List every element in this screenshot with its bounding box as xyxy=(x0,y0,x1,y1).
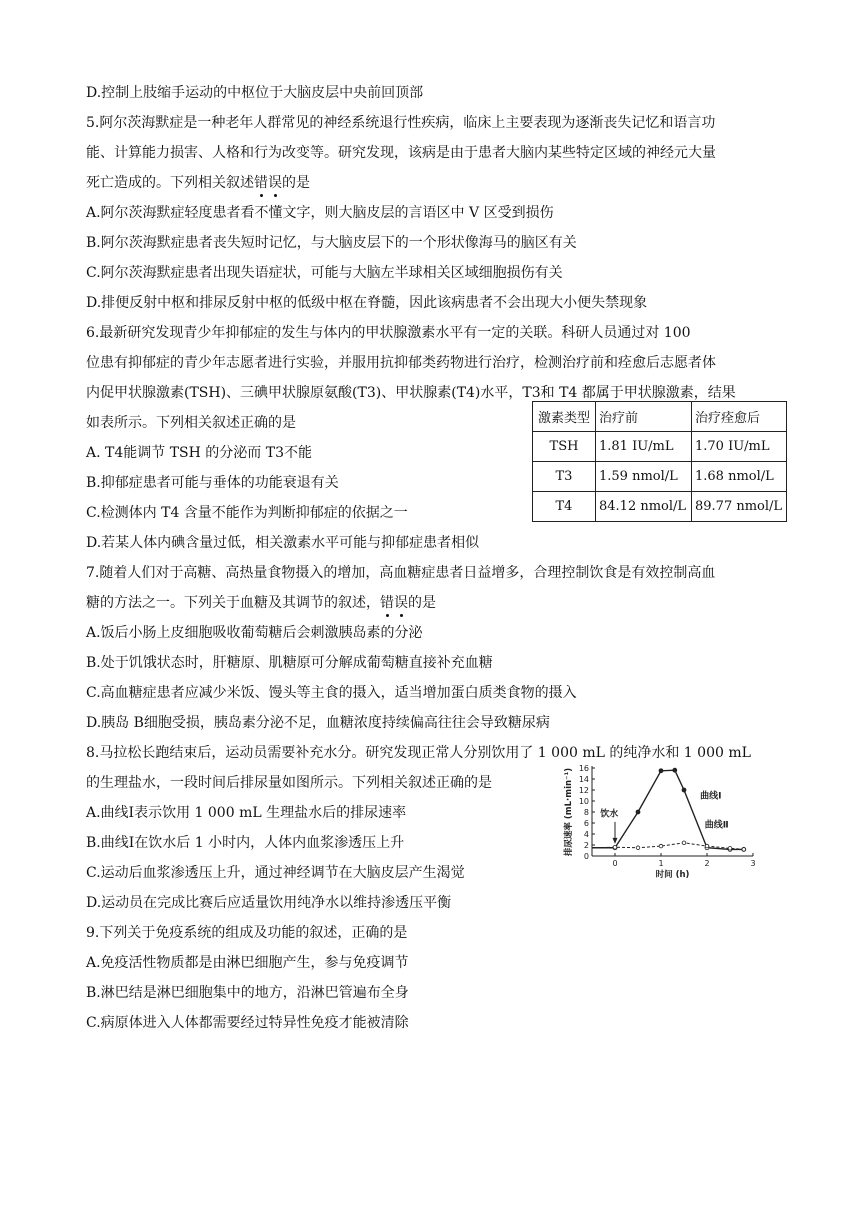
line-q8-stem-1: 8.马拉松长跑结束后，运动员需要补充水分。研究发现正常人分别饮用了 1 000 mL 的纯净水和 1 000 mL xyxy=(86,745,751,761)
x-tick-label: 2 xyxy=(704,859,710,868)
line-q7-stem-1: 7.随着人们对于高糖、高热量食物摄入的增加，高血糖症患者日益增多，合理控制饮食是有效控制高血 xyxy=(86,565,716,581)
q8-option-a: A.曲线Ⅰ表示饮用 1 000 mL 生理盐水后的排尿速率 xyxy=(86,805,407,821)
line-q4d: D.控制上肢缩手运动的中枢位于大脑皮层中央前回顶部 xyxy=(86,85,424,101)
data-point-curve-1 xyxy=(682,788,686,792)
q5-option-b: B.阿尔茨海默症患者丧失短时记忆，与大脑皮层下的一个形状像海马的脑区有关 xyxy=(86,235,577,251)
line-q5-stem-2: 能、计算能力损害、人格和行为改变等。研究发现，该病是由于患者大脑内某些特定区域的神经元大量 xyxy=(86,145,716,161)
q7-stem-text: 糖的方法之一。下列关于血糖及其调节的叙述， xyxy=(86,595,380,611)
line-q5-stem-1: 5.阿尔茨海默症是一种老年人群常见的神经系统退行性疾病，临床上主要表现为逐渐丧失记忆和语言功 xyxy=(86,115,716,131)
q9-option-b: B.淋巴结是淋巴细胞集中的地方，沿淋巴管遍布全身 xyxy=(86,985,409,1001)
q8-option-c: C.运动后血浆渗透压上升，通过神经调节在大脑皮层产生渴觉 xyxy=(86,865,465,881)
table-row xyxy=(533,492,787,522)
table-cell: 1.70 IU/mL xyxy=(692,432,787,462)
q5-emphasis-1: 错 xyxy=(254,175,268,191)
hormone-table xyxy=(532,401,787,522)
y-tick-label: 16 xyxy=(578,764,589,773)
annotation-arrow-head xyxy=(613,838,618,844)
y-tick-label: 6 xyxy=(583,819,589,828)
q5-stem-end: 的是 xyxy=(282,175,310,191)
q7-stem-end: 的是 xyxy=(408,595,436,611)
q6-option-b: B.抑郁症患者可能与垂体的功能衰退有关 xyxy=(86,475,339,491)
table-row xyxy=(533,462,787,492)
table-cell: 84.12 nmol/L xyxy=(596,492,692,522)
data-point-curve-1 xyxy=(659,769,663,773)
q7-emphasis-1: 错 xyxy=(380,595,394,611)
q6-option-d: D.若某人体内碘含量过低，相关激素水平可能与抑郁症患者相似 xyxy=(86,535,480,551)
x-tick-label: 1 xyxy=(658,859,664,868)
y-tick-label: 0 xyxy=(583,852,589,861)
urine-rate-chart xyxy=(560,762,770,880)
q6-option-c: C.检测体内 T4 含量不能作为判断抑郁症的依据之一 xyxy=(86,505,408,521)
y-tick-label: 8 xyxy=(583,808,589,817)
data-point-curve-2 xyxy=(682,841,686,845)
series-label-curve-2: 曲线Ⅱ xyxy=(704,820,729,831)
q9-option-c: C.病原体进入人体都需要经过特异性免疫才能被清除 xyxy=(86,1015,409,1031)
data-point-curve-2 xyxy=(636,846,640,850)
annotation-drink-water: 饮水 xyxy=(600,809,619,820)
table-header-cell: 治疗痊愈后 xyxy=(692,402,787,432)
line-q6-stem-1: 6.最新研究发现青少年抑郁症的发生与体内的甲状腺激素水平有一定的关联。科研人员通过对 100 xyxy=(86,325,691,341)
q7-option-d: D.胰岛 B细胞受损，胰岛素分泌不足，血糖浓度持续偏高往往会导致糖尿病 xyxy=(86,715,550,731)
data-point-curve-2 xyxy=(705,844,709,848)
series-label-curve-1: 曲线Ⅰ xyxy=(700,791,722,802)
table-header-cell: 治疗前 xyxy=(596,402,692,432)
table-row xyxy=(533,432,787,462)
q8-option-d: D.运动员在完成比赛后应适量饮用纯净水以维持渗透压平衡 xyxy=(86,895,452,911)
data-point-curve-2 xyxy=(613,845,617,849)
table-cell: 1.81 IU/mL xyxy=(596,432,692,462)
table-header-row xyxy=(533,402,787,432)
y-axis-label: 排尿速率 (mL·min⁻¹) xyxy=(564,767,574,857)
y-tick-label: 4 xyxy=(583,830,589,839)
y-tick-label: 10 xyxy=(578,797,589,806)
data-point-curve-2 xyxy=(659,844,663,848)
chart-marks xyxy=(592,768,746,851)
y-tick-label: 2 xyxy=(583,841,589,850)
line-q6-stem-2: 位患有抑郁症的青少年志愿者进行实验，并服用抗抑郁类药物进行治疗，检测治疗前和痊愈后志愿者体 xyxy=(86,355,716,371)
q7-emphasis-2: 误 xyxy=(394,595,408,611)
q6-option-a: A. T4能调节 TSH 的分泌而 T3不能 xyxy=(86,445,312,461)
table-cell: 1.59 nmol/L xyxy=(596,462,692,492)
table-cell: 89.77 nmol/L xyxy=(692,492,787,522)
y-tick-label: 14 xyxy=(578,775,589,784)
q5-stem-text: 死亡造成的。下列相关叙述 xyxy=(86,175,254,191)
line-q7-stem-2 xyxy=(86,594,436,612)
q5-emphasis-2: 误 xyxy=(268,175,282,191)
table-cell: TSH xyxy=(533,432,596,462)
q7-option-c: C.高血糖症患者应减少米饭、馒头等主食的摄入，适当增加蛋白质类食物的摄入 xyxy=(86,685,577,701)
table-cell: 1.68 nmol/L xyxy=(692,462,787,492)
q7-option-b: B.处于饥饿状态时，肝糖原、肌糖原可分解成葡萄糖直接补充血糖 xyxy=(86,655,493,671)
q9-option-a: A.免疫活性物质都是由淋巴细胞产生，参与免疫调节 xyxy=(86,955,409,971)
line-q5-stem-3 xyxy=(86,174,310,192)
x-tick-label: 0 xyxy=(612,859,618,868)
x-tick-label: 3 xyxy=(750,859,756,868)
data-point-curve-2 xyxy=(742,848,746,852)
y-tick-label: 12 xyxy=(578,786,589,795)
table-cell: T3 xyxy=(533,462,596,492)
q5-option-d: D.排便反射中枢和排尿反射中枢的低级中枢在脊髓，因此该病患者不会出现大小便失禁现象 xyxy=(86,295,648,311)
data-point-curve-2 xyxy=(728,847,732,851)
q8-option-b: B.曲线Ⅰ在饮水后 1 小时内，人体内血浆渗透压上升 xyxy=(86,835,405,851)
x-axis-label: 时间 (h) xyxy=(655,870,690,880)
line-q8-stem-2: 的生理盐水，一段时间后排尿量如图所示。下列相关叙述正确的是 xyxy=(86,775,492,791)
data-point-curve-1 xyxy=(673,768,677,772)
q5-option-c: C.阿尔茨海默症患者出现失语症状，可能与大脑左半球相关区域细胞损伤有关 xyxy=(86,265,563,281)
table-header-cell: 激素类型 xyxy=(533,402,596,432)
q7-option-a: A.饭后小肠上皮细胞吸收葡萄糖后会刺激胰岛素的分泌 xyxy=(86,625,423,641)
q5-option-a: A.阿尔茨海默症轻度患者看不懂文字，则大脑皮层的言语区中 V 区受到损伤 xyxy=(86,205,554,221)
line-q6-stem-4: 如表所示。下列相关叙述正确的是 xyxy=(86,415,296,431)
line-q6-stem-3: 内促甲状腺激素(TSH)、三碘甲状腺原氨酸(T3)、甲状腺素(T4)水平，T3和 T4 都属于甲状腺激素，结果 xyxy=(86,385,736,401)
data-point-curve-1 xyxy=(636,810,640,814)
line-q9-stem: 9.下列关于免疫系统的组成及功能的叙述，正确的是 xyxy=(86,925,408,941)
table-cell: T4 xyxy=(533,492,596,522)
